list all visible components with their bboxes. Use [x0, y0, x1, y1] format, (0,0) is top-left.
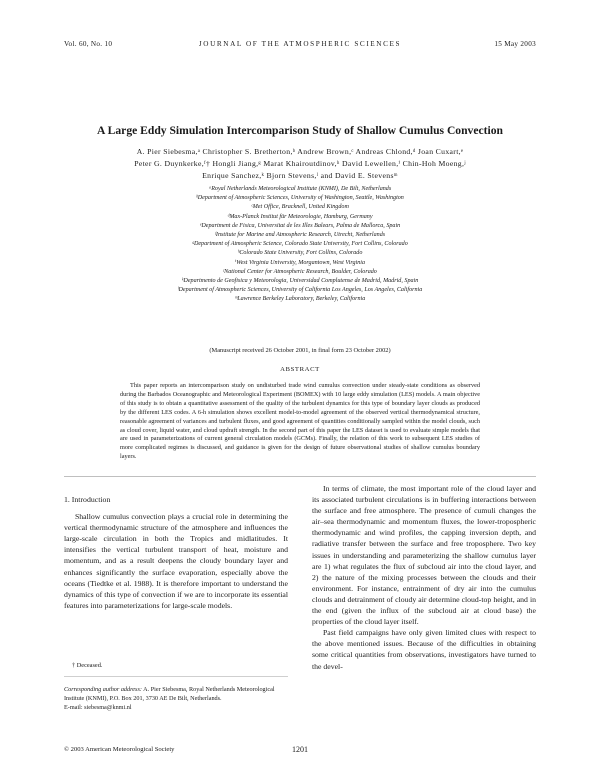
copyright: © 2003 American Meteorological Society: [64, 746, 175, 753]
corr-label: Corresponding author address:: [64, 686, 142, 693]
abstract-heading: ABSTRACT: [280, 366, 320, 373]
affiliation: ᵏDepartmento de Geofisica y Meteorologia, Universidad Complutense de Madrid, Madrid, Spain: [181, 278, 419, 285]
affiliation: ᶠInstitute for Marine and Atmospheric Research, Utrecht, Netherlands: [214, 232, 386, 239]
corresponding-author-note: [64, 686, 288, 712]
affiliation: ᵃRoyal Netherlands Meteorological Institute (KNMI), De Bilt, Netherlands: [208, 186, 392, 192]
author-line: Peter G. Duynkerke,ᶠ† Hongli Jiang,ᵍ Marat Khairoutdinov,ʰ David Lewellen,ⁱ Chin-Hoh Moeng,ʲ: [134, 159, 466, 168]
author-line: A. Pier Siebesma,ᵃ Christopher S. Bretherton,ᵇ Andrew Brown,ᶜ Andreas Chlond,ᵈ Joan Cuxart,ᵉ: [136, 147, 464, 156]
affiliation: ⁱWest Virginia University, Morgantown, West Virginia: [234, 259, 366, 266]
footnote-divider: [64, 676, 288, 677]
affiliation: ᵍDepartment of Atmospheric Science, Colorado State University, Fort Collins, Colorado: [192, 241, 408, 248]
paper-title: A Large Eddy Simulation Intercomparison Study of Shallow Cumulus Convection: [97, 124, 503, 137]
corr-email: E-mail: siebesma@knmi.nl: [64, 703, 132, 711]
affiliation: ᵈMax-Planck Institut für Meteorologie, Hamburg, Germany: [227, 213, 373, 220]
affiliation: ᵇDepartment of Atmospheric Sciences, University of Washington, Seattle, Washington: [196, 195, 404, 202]
affiliation: ᶜMet Office, Bracknell, United Kingdom: [251, 204, 349, 211]
affiliation: ᵉDepartment de Fisica, Universitat de les Illes Balears, Palma de Mallorca, Spain: [199, 222, 401, 229]
affiliation-list: [90, 185, 510, 305]
journal-name: JOURNAL OF THE ATMOSPHERIC SCIENCES: [198, 40, 402, 48]
body-paragraph: Shallow cumulus convection plays a crucial role in determining the vertical thermodynamic structure of the atmosphere and influences the large-scale circulation in both the Tropics and midlatitudes. It intensifies the vertical turbulent transport of heat, moisture and momentum, and as a result deepens the cloudy boundary layer and enhances significantly the surface evaporation, especially above the oceans (Tiedtke et al. 1988). It is therefore important to understand the dynamics of this type of convection if we are to incorporate its essential features into parameterizations for large-scale models.: [64, 512, 288, 610]
body-paragraph: In terms of climate, the most important role of the cloud layer and its associated turbulent circulations is in buffering interactions between the surface and free atmosphere. The presence of cumuli changes the air–sea thermodynamic and momentum fluxes, the lower-tropospheric thermodynamic and wind profiles, the capping inversion depth, and radiative transfer between the surface and free troposphere. Two key issues in understanding and parameterizing the shallow cumulus layer are 1) what regulates the flux of subcloud air into the cloud layer, and 2) the nature of the mixing processes between the clouds and their environment. For instance, entrainment of dry air into the cumulus clouds and detrainment of cloudy air determine cloud-top height, and in the end (given the influx of the subcloud air at cloud base) the properties of the cloud layer itself.: [312, 484, 536, 627]
manuscript-dates: (Manuscript received 26 October 2001, in final form 23 October 2002): [209, 347, 391, 354]
abstract-text: This paper reports an intercomparison study on undisturbed trade wind cumulus convection under steady-state conditions as observed during the Barbados Oceanographic and Meteorological Experiment (BOMEX) with 10 large eddy simulation (LES) models. A main objective of this study is to obtain a quantitative assessment of the quality of the turbulent dynamics for this type of boundary layer clouds as produced by the different LES codes. A 6-h simulation shows excellent model-to-model agreement of the observed vertical thermodynamical structure, reasonable agreement of variances and turbulent fluxes, and good agreement of quantities conditionally sampled within the model clouds, such as cloud cover, liquid water, and cloud updraft strength. In the second part of this paper the LES dataset is used to evaluate simple models that are used in parameterizations of current general circulation models (GCMs). Finally, the relation of this work to subsequent LES studies of more complicated regimes is discussed, and guidance is given for the design of future observational studies of shallow cumulus boundary layers.: [120, 382, 480, 461]
volume-info: Vol. 60, No. 10: [64, 40, 113, 48]
affiliation: ˡDepartment of Atmospheric Sciences, University of California Los Angeles, Los Angeles, California: [177, 287, 423, 294]
issue-date: 15 May 2003: [494, 40, 536, 48]
right-column: [312, 483, 536, 672]
page-footer: [64, 746, 536, 756]
author-line: Enrique Sanchez,ᵏ Bjorn Stevens,ˡ and David E. Stevensᵐ: [202, 171, 398, 180]
section-divider: [64, 476, 536, 477]
corr-address: A. Pier Siebesma, Royal Netherlands Meteorological Institute (KNMI), P.O. Box 201, 3730 AE De Bilt, Netherlands.: [64, 686, 275, 702]
running-header: [64, 40, 536, 52]
affiliation: ʰColorado State University, Fort Collins, Colorado: [237, 250, 363, 257]
affiliation: ᵐLawrence Berkeley Laboratory, Berkeley, California: [234, 296, 366, 303]
left-column: [64, 494, 288, 611]
page-number: 1201: [292, 745, 308, 754]
author-list: [62, 146, 538, 182]
affiliation: ʲNational Center for Atmospheric Research, Boulder, Colorado: [223, 268, 377, 275]
section-heading: 1. Introduction: [64, 495, 111, 504]
body-paragraph: Past field campaigns have only given limited clues with respect to the above mentioned issues. Because of the difficulties in obtaining some critical quantities from observations, investigators have turned to the devel-: [312, 628, 536, 671]
deceased-footnote: † Deceased.: [72, 662, 103, 669]
